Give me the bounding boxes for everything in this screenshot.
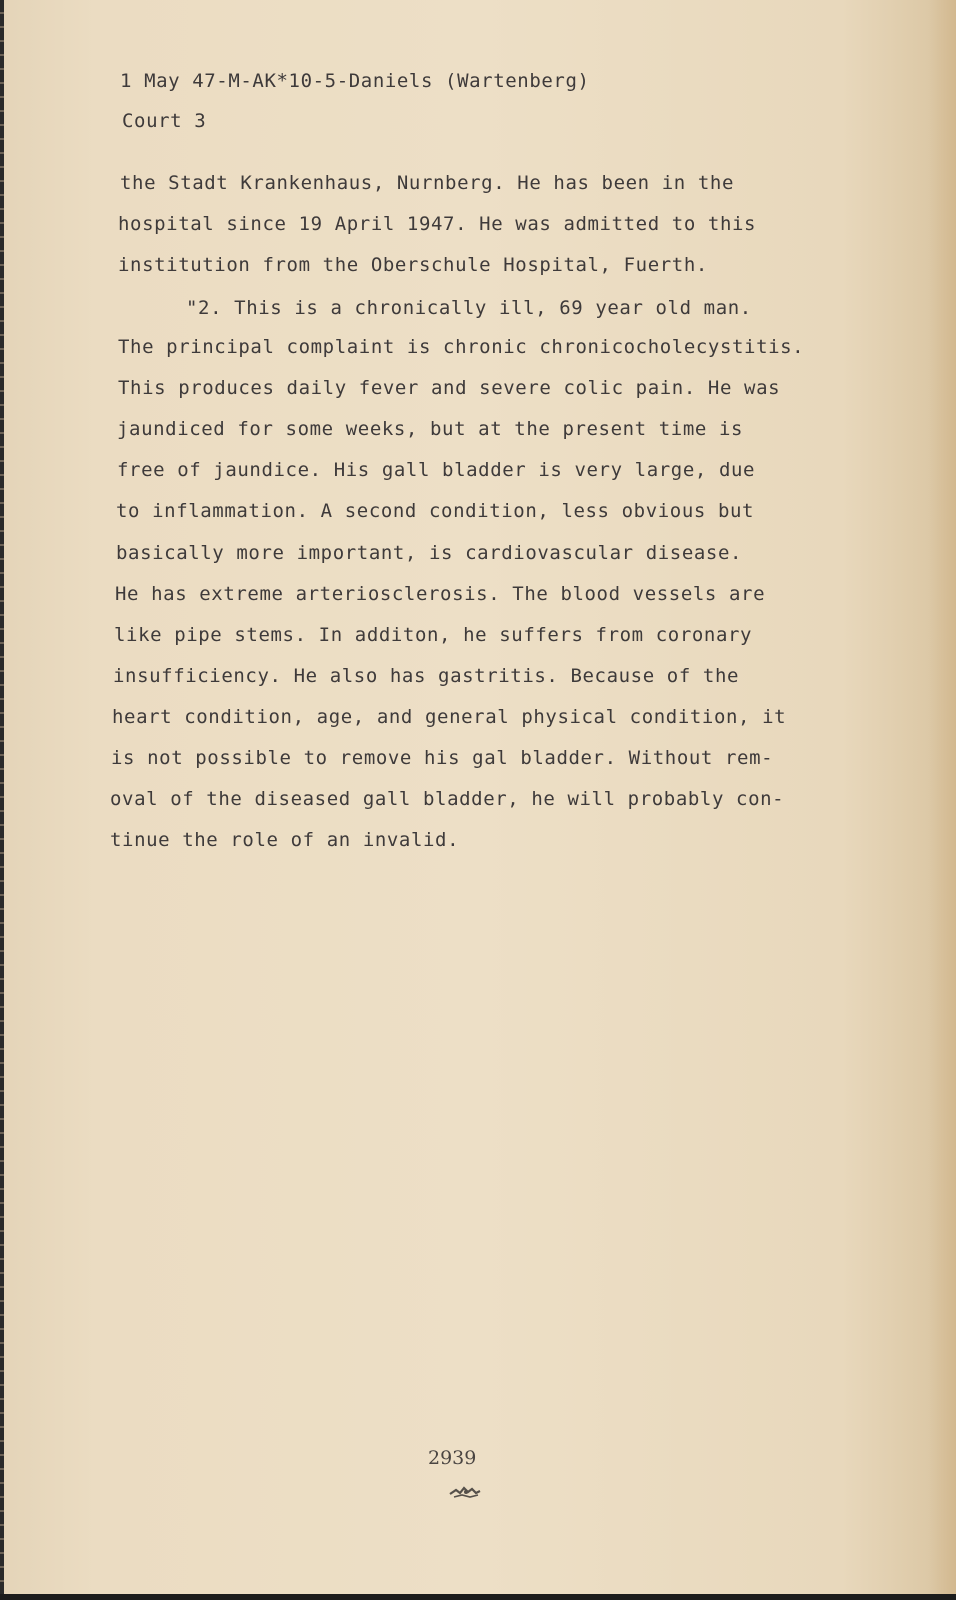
reference-header: 1 May 47-M-AK*10-5-Daniels (Wartenberg) xyxy=(120,70,590,92)
body-line: He has extreme arteriosclerosis. The blood vessels are xyxy=(115,583,766,605)
scan-edge-left xyxy=(0,0,4,1600)
body-line: like pipe stems. In additon, he suffers from coronary xyxy=(114,624,753,646)
body-line: insufficiency. He also has gastritis. Because of the xyxy=(113,665,740,687)
body-line: This produces daily fever and severe colic pain. He was xyxy=(118,377,781,399)
court-label: Court 3 xyxy=(122,110,207,132)
body-line: tinue the role of an invalid. xyxy=(110,829,460,851)
body-line: oval of the diseased gall bladder, he will probably con- xyxy=(110,788,785,810)
body-line: the Stadt Krankenhaus, Nurnberg. He has been in the xyxy=(120,172,734,194)
scan-edge-bottom xyxy=(0,1594,956,1600)
page-number: 2939 xyxy=(428,1447,477,1469)
body-line: free of jaundice. His gall bladder is very large, due xyxy=(117,459,756,481)
body-line: basically more important, is cardiovascular disease. xyxy=(116,542,743,564)
body-line: hospital since 19 April 1947. He was admitted to this xyxy=(118,213,757,235)
paper-shadow-right xyxy=(928,0,956,1600)
body-line: is not possible to remove his gal bladder. Without rem- xyxy=(111,747,774,769)
archive-stamp-icon xyxy=(446,1482,486,1502)
body-line: The principal complaint is chronic chronicocholecystitis. xyxy=(118,336,805,358)
body-line: institution from the Oberschule Hospital, Fuerth. xyxy=(118,254,708,276)
body-line: heart condition, age, and general physical condition, it xyxy=(112,706,787,728)
body-line: to inflammation. A second condition, less obvious but xyxy=(116,500,755,522)
body-line: jaundiced for some weeks, but at the present time is xyxy=(117,418,744,440)
paragraph-2-start: "2. This is a chronically ill, 69 year old man. xyxy=(186,297,752,319)
